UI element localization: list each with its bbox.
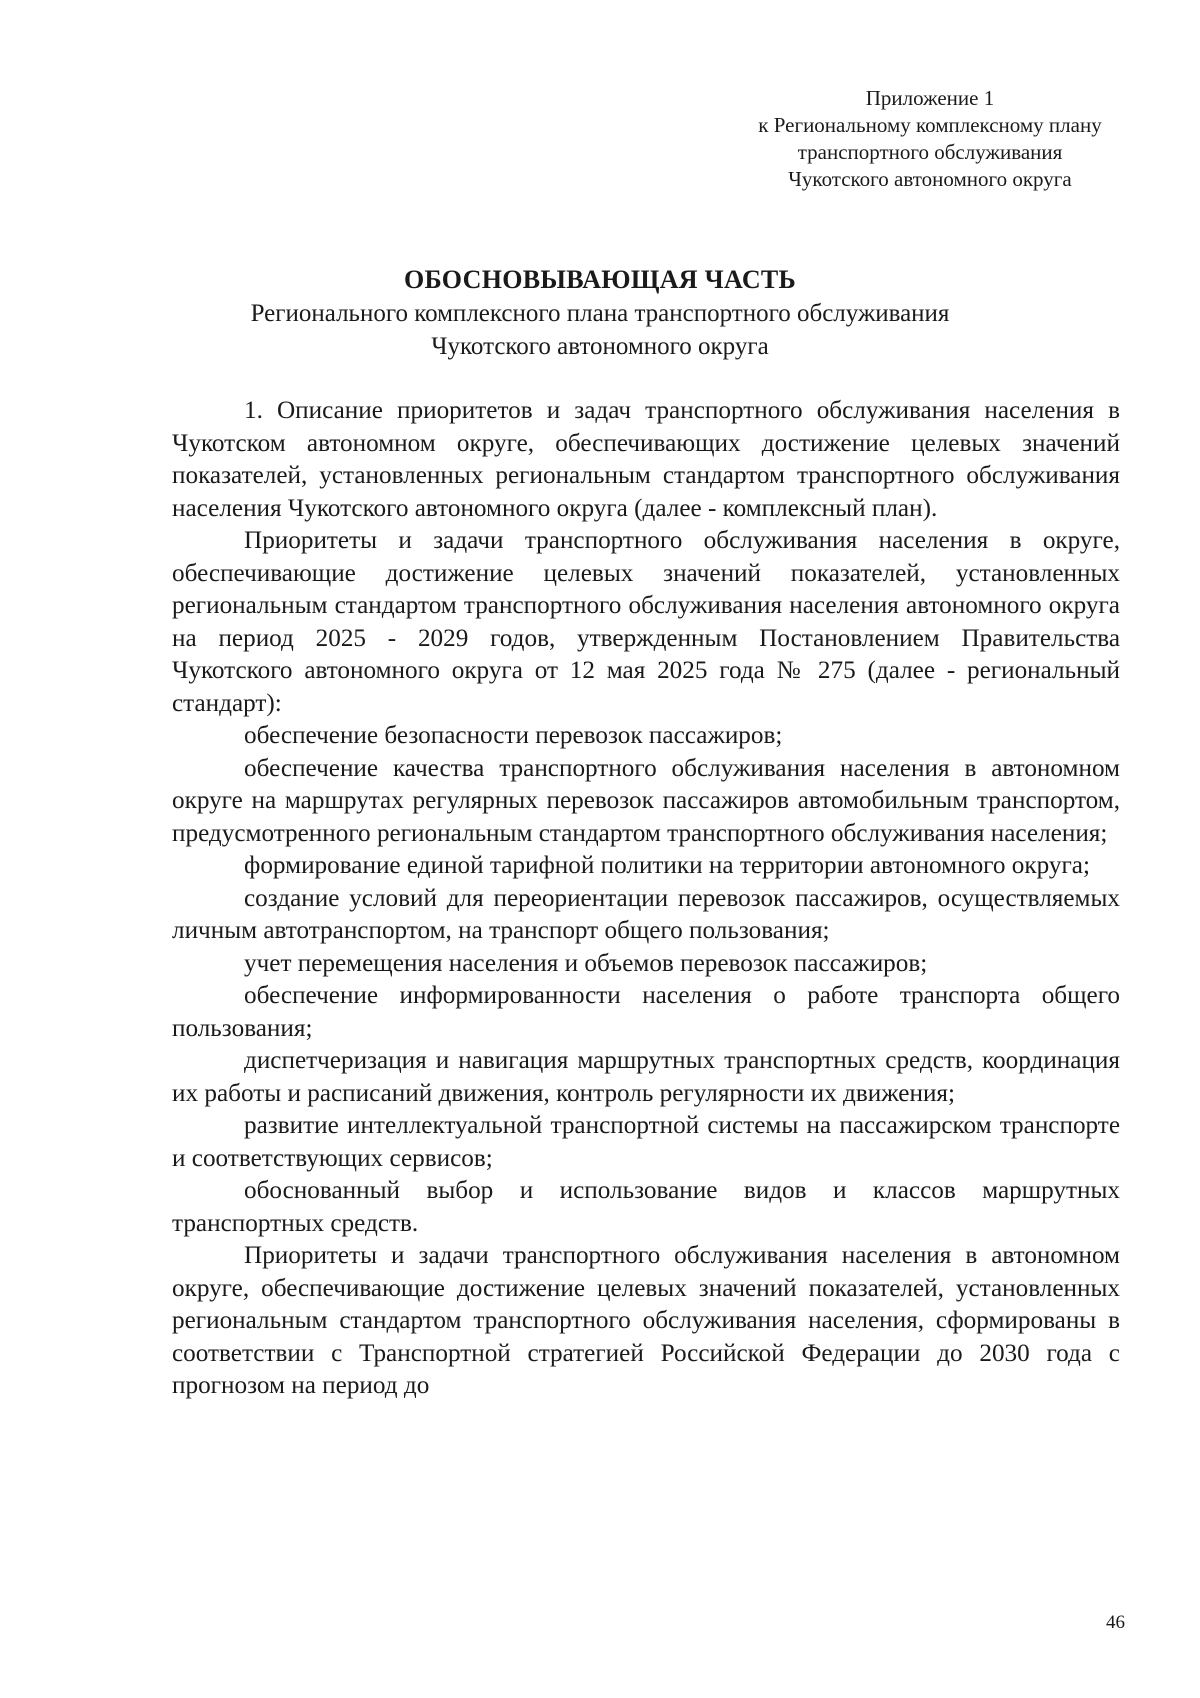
list-item-paragraph: обеспечение информированности населения о работе транспорта общего пользования;: [172, 982, 1120, 1042]
document-subtitle-line: Регионального комплексного плана транспортного обслуживания: [250, 300, 950, 327]
document-subtitle-line: Чукотского автономного округа: [431, 333, 769, 360]
list-item-paragraph: диспетчеризация и навигация маршрутных транспортных средств, координация их работы и расписаний движения, контроль регулярности их движения;: [172, 1047, 1120, 1107]
appendix-header-line: транспортного обслуживания: [797, 140, 1063, 164]
document-title: ОБОСНОВЫВАЮЩАЯ ЧАСТЬ: [403, 265, 797, 294]
list-item-paragraph: обеспечение качества транспортного обслуживания населения в автономном округе на маршрутах регулярных перевозок пассажиров автомобильным транспортом, предусмотренного региональным стандартом транспортного обслуживания населения;: [172, 754, 1120, 847]
section-heading-paragraph: 1. Описание приоритетов и задач транспортного обслуживания населения в Чукотском автономном округе, обеспечивающих достижение целевых значений показателей, установленных региональным стандартом транспортного обслуживания населения Чукотского автономного округа (далее - комплексный план).: [172, 397, 1120, 522]
document-title-block: [160, 263, 1040, 363]
list-item-paragraph: обоснованный выбор и использование видов и классов маршрутных транспортных средств.: [172, 1177, 1120, 1237]
list-item-paragraph: создание условий для переориентации перевозок пассажиров, осуществляемых личным автотранспортом, на транспорт общего пользования;: [172, 884, 1120, 944]
list-item-paragraph: обеспечение безопасности перевозок пассажиров;: [244, 722, 783, 749]
list-item-paragraph: формирование единой тарифной политики на территории автономного округа;: [244, 852, 1090, 879]
document-body: [172, 395, 1120, 1403]
body-paragraph: Приоритеты и задачи транспортного обслуживания населения в округе, обеспечивающие достижение целевых значений показателей, установленных региональным стандартом транспортного обслуживания населения автономного округа на период 2025 - 2029 годов, утвержденным Постановлением Правительства Чукотского автономного округа от 12 мая 2025 года № 275 (далее - региональный стандарт):: [172, 527, 1120, 717]
page-number: 46: [1106, 1612, 1125, 1633]
appendix-header-line: Приложение 1: [865, 86, 995, 110]
list-item-paragraph: развитие интеллектуальной транспортной системы на пассажирском транспорте и соответствующих сервисов;: [172, 1112, 1120, 1172]
body-paragraph: Приоритеты и задачи транспортного обслуживания населения в автономном округе, обеспечивающие достижение целевых значений показателей, установленных региональным стандартом транспортного обслуживания населения, сформированы в соответствии с Транспортной стратегией Российской Федерации до 2030 года с прогнозом на период до: [172, 1242, 1120, 1399]
appendix-header-line: к Региональному комплексному плану: [758, 113, 1102, 137]
list-item-paragraph: учет перемещения населения и объемов перевозок пассажиров;: [244, 949, 928, 977]
appendix-header-line: Чукотского автономного округа: [788, 167, 1072, 191]
appendix-header: [700, 85, 1160, 193]
